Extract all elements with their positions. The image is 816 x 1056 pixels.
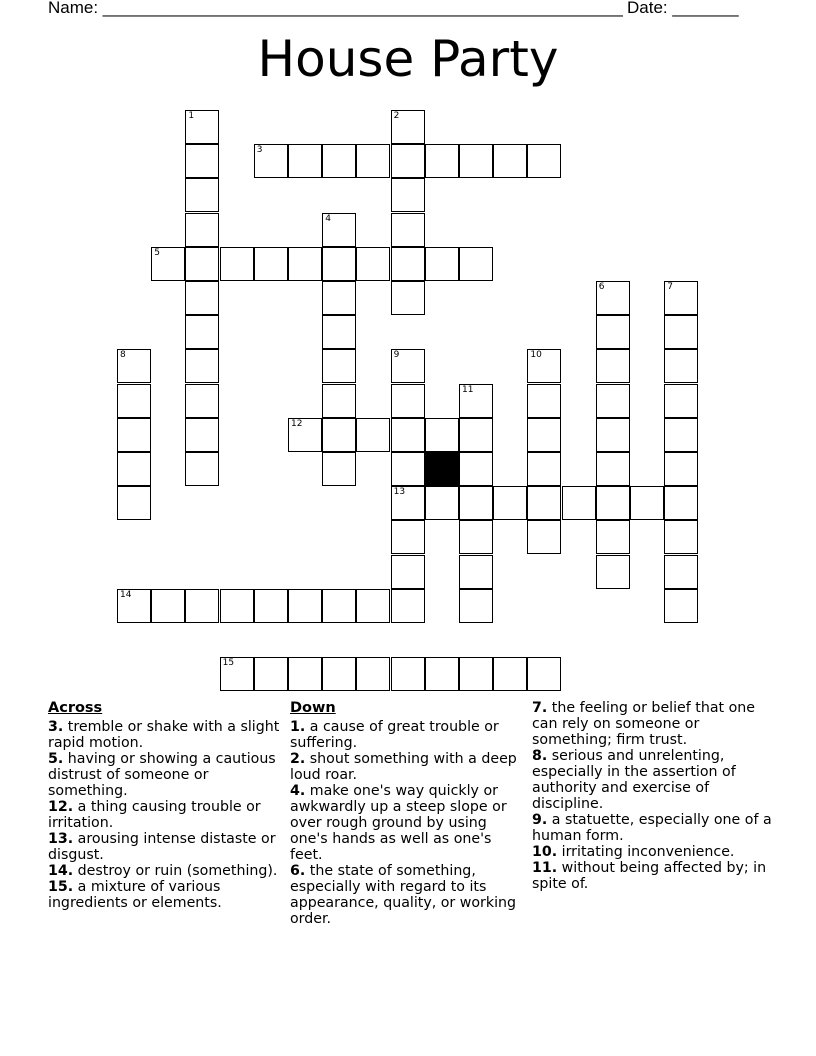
grid-cell[interactable] — [322, 281, 356, 315]
grid-cell[interactable] — [185, 384, 219, 418]
down-clue — [532, 700, 772, 748]
grid-cell[interactable] — [459, 247, 493, 281]
grid-cell[interactable] — [322, 418, 356, 452]
grid-block — [425, 452, 459, 486]
clue-text: destroy or ruin (something). — [73, 863, 278, 879]
grid-cell[interactable] — [596, 486, 630, 520]
grid-cell[interactable] — [493, 144, 527, 178]
grid-cell[interactable] — [630, 486, 664, 520]
clue-text: the feeling or belief that one can rely on someone or something; firm trust. — [532, 700, 756, 748]
grid-cell[interactable] — [254, 589, 288, 623]
grid-cell[interactable] — [596, 281, 630, 315]
clue-num: 15. — [48, 879, 74, 895]
clue-number: 7 — [667, 282, 673, 292]
name-line[interactable]: _______________________________________________________ — [102, 0, 623, 17]
clue-number: 12 — [291, 418, 303, 429]
grid-cell[interactable] — [185, 247, 219, 281]
grid-cell[interactable] — [391, 486, 425, 520]
date-label: Date: — [627, 0, 673, 17]
clue-text: arousing intense distaste or disgust. — [48, 831, 276, 863]
down-clue — [290, 719, 526, 751]
grid-cell[interactable] — [527, 418, 561, 452]
grid-cell[interactable] — [596, 418, 630, 452]
grid-cell[interactable] — [493, 657, 527, 691]
clue-text: serious and unrelenting, especially in the assertion of authority and exercise of discipline. — [532, 748, 736, 812]
grid-cell[interactable] — [288, 247, 322, 281]
grid-cell[interactable] — [356, 418, 390, 452]
down-clues-col2 — [532, 700, 772, 892]
grid-cell[interactable] — [185, 213, 219, 247]
grid-cell[interactable] — [596, 555, 630, 589]
name-label: Name: — [48, 0, 103, 17]
grid-cell[interactable] — [322, 452, 356, 486]
across-clue — [48, 751, 284, 799]
grid-cell[interactable] — [220, 589, 254, 623]
grid-cell[interactable] — [117, 452, 151, 486]
grid-cell[interactable] — [185, 315, 219, 349]
down-clue — [290, 751, 526, 783]
grid-cell[interactable] — [220, 657, 254, 691]
clue-num: 9. — [532, 812, 548, 828]
grid-cell[interactable] — [664, 589, 698, 623]
grid-cell[interactable] — [322, 589, 356, 623]
down-clue — [290, 863, 526, 927]
clue-number: 3 — [256, 145, 263, 156]
grid-cell[interactable] — [459, 486, 493, 520]
grid-cell[interactable] — [391, 418, 425, 452]
grid-cell[interactable] — [322, 315, 356, 349]
clue-text: shout something with a deep loud roar. — [290, 751, 517, 783]
clue-text: a statuette, especially one of a human form. — [532, 812, 772, 844]
clue-text: irritating inconvenience. — [557, 844, 735, 860]
across-clue — [48, 719, 284, 751]
grid-cell[interactable] — [664, 281, 698, 315]
grid-cell[interactable] — [664, 418, 698, 452]
clue-number: 8 — [120, 350, 126, 361]
grid-cell[interactable] — [391, 110, 425, 144]
down-clues-col1 — [290, 700, 526, 927]
grid-cell[interactable] — [356, 144, 390, 178]
across-clue — [48, 863, 284, 879]
grid-cell[interactable] — [117, 486, 151, 520]
grid-cell[interactable] — [527, 657, 561, 691]
clue-num: 8. — [532, 748, 548, 764]
grid-cell[interactable] — [459, 144, 493, 178]
grid-cell[interactable] — [527, 486, 561, 520]
grid-cell[interactable] — [527, 349, 561, 383]
grid-cell[interactable] — [117, 589, 151, 623]
down-clue — [532, 812, 772, 844]
grid-cell[interactable] — [220, 247, 254, 281]
grid-cell[interactable] — [151, 589, 185, 623]
clue-number: 6 — [598, 282, 605, 292]
down-clue — [532, 748, 772, 812]
grid-cell[interactable] — [664, 452, 698, 486]
grid-cell[interactable] — [322, 247, 356, 281]
grid-cell[interactable] — [254, 144, 288, 178]
grid-cell[interactable] — [391, 178, 425, 212]
clue-num: 3. — [48, 719, 64, 735]
grid-cell[interactable] — [527, 384, 561, 418]
grid-cell[interactable] — [322, 657, 356, 691]
across-heading: Across — [48, 700, 103, 716]
grid-cell[interactable] — [459, 452, 493, 486]
grid-cell[interactable] — [391, 213, 425, 247]
down-clue — [532, 860, 772, 892]
clue-num: 14. — [48, 863, 74, 879]
across-clue — [48, 799, 284, 831]
grid-cell[interactable] — [185, 349, 219, 383]
grid-cell[interactable] — [425, 657, 459, 691]
across-clue — [48, 831, 284, 863]
clue-num: 2. — [290, 751, 306, 767]
grid-cell[interactable] — [356, 247, 390, 281]
grid-cell[interactable] — [527, 452, 561, 486]
clue-number: 10 — [530, 350, 542, 361]
grid-cell[interactable] — [664, 520, 698, 554]
clue-num: 5. — [48, 751, 64, 767]
grid-cell[interactable] — [185, 144, 219, 178]
across-clues — [48, 700, 284, 911]
clue-text: a thing causing trouble or irritation. — [48, 799, 261, 831]
grid-cell[interactable] — [185, 452, 219, 486]
grid-cell[interactable] — [322, 213, 356, 247]
grid-cell[interactable] — [459, 555, 493, 589]
page-title: House Party — [257, 30, 559, 88]
grid-cell[interactable] — [288, 418, 322, 452]
grid-cell[interactable] — [425, 418, 459, 452]
grid-cell[interactable] — [254, 657, 288, 691]
across-clue — [48, 879, 284, 911]
clue-number: 1 — [188, 111, 195, 121]
clue-number: 11 — [462, 384, 474, 395]
grid-cell[interactable] — [391, 452, 425, 486]
grid-cell[interactable] — [117, 418, 151, 452]
clue-num: 4. — [290, 783, 306, 799]
grid-cell[interactable] — [322, 144, 356, 178]
grid-cell[interactable] — [151, 247, 185, 281]
clue-text: the state of something, especially with regard to its appearance, quality, or working order. — [290, 863, 517, 927]
grid-cell[interactable] — [664, 315, 698, 349]
grid-cell[interactable] — [391, 349, 425, 383]
grid-cell[interactable] — [527, 520, 561, 554]
clue-num: 1. — [290, 719, 306, 735]
grid-cell[interactable] — [185, 418, 219, 452]
grid-cell[interactable] — [391, 247, 425, 281]
grid-cell[interactable] — [117, 384, 151, 418]
grid-cell[interactable] — [288, 589, 322, 623]
grid-cell[interactable] — [664, 349, 698, 383]
grid-cell[interactable] — [185, 281, 219, 315]
grid-cell[interactable] — [664, 555, 698, 589]
grid-cell[interactable] — [391, 589, 425, 623]
clue-num: 6. — [290, 863, 306, 879]
grid-cell[interactable] — [391, 555, 425, 589]
grid-cell[interactable] — [117, 349, 151, 383]
down-clue — [290, 783, 526, 863]
clue-num: 7. — [532, 700, 548, 716]
grid-cell[interactable] — [562, 486, 596, 520]
grid-cell[interactable] — [391, 657, 425, 691]
grid-cell[interactable] — [425, 247, 459, 281]
clue-text: having or showing a cautious distrust of someone or something. — [48, 751, 276, 799]
grid-cell[interactable] — [459, 589, 493, 623]
grid-cell[interactable] — [322, 384, 356, 418]
grid-cell[interactable] — [391, 520, 425, 554]
clue-num: 12. — [48, 799, 74, 815]
clue-text: a cause of great trouble or suffering. — [290, 719, 499, 751]
date-line[interactable]: _______ — [672, 0, 739, 17]
grid-cell[interactable] — [185, 589, 219, 623]
grid-cell[interactable] — [356, 657, 390, 691]
clue-number: 5 — [154, 247, 160, 258]
grid-cell[interactable] — [493, 486, 527, 520]
grid-cell[interactable] — [391, 384, 425, 418]
grid-cell[interactable] — [391, 281, 425, 315]
clue-number: 2 — [393, 111, 400, 121]
clue-text: tremble or shake with a slight rapid motion. — [48, 719, 280, 751]
clue-num: 13. — [48, 831, 74, 847]
clue-text: a mixture of various ingredients or elements. — [48, 879, 222, 911]
grid-cell[interactable] — [459, 520, 493, 554]
down-heading: Down — [290, 700, 336, 716]
clue-number: 15 — [222, 658, 235, 669]
grid-cell[interactable] — [459, 657, 493, 691]
grid-cell[interactable] — [527, 144, 561, 178]
grid-cell[interactable] — [391, 144, 425, 178]
grid-cell[interactable] — [596, 520, 630, 554]
clue-text: make one's way quickly or awkwardly up a steep slope or over rough ground by using one's hands as well as one's feet. — [290, 783, 507, 863]
grid-cell[interactable] — [425, 144, 459, 178]
grid-cell[interactable] — [322, 349, 356, 383]
grid-cell[interactable] — [356, 589, 390, 623]
clue-num: 11. — [532, 860, 558, 876]
down-clue — [532, 844, 772, 860]
grid-cell[interactable] — [288, 144, 322, 178]
grid-cell[interactable] — [596, 452, 630, 486]
clue-number: 4 — [325, 213, 331, 224]
grid-cell[interactable] — [425, 486, 459, 520]
clue-number: 14 — [120, 589, 132, 600]
grid-cell[interactable] — [254, 247, 288, 281]
grid-cell[interactable] — [596, 315, 630, 349]
grid-cell[interactable] — [459, 418, 493, 452]
clue-number: 13 — [393, 487, 406, 498]
grid-cell[interactable] — [596, 384, 630, 418]
grid-cell[interactable] — [185, 178, 219, 212]
grid-cell[interactable] — [664, 384, 698, 418]
clue-number: 9 — [393, 350, 400, 361]
grid-cell[interactable] — [185, 110, 219, 144]
grid-cell[interactable] — [664, 486, 698, 520]
grid-cell[interactable] — [459, 384, 493, 418]
grid-cell[interactable] — [288, 657, 322, 691]
grid-cell[interactable] — [596, 349, 630, 383]
clue-num: 10. — [532, 844, 558, 860]
clue-text: without being affected by; in spite of. — [532, 860, 767, 892]
